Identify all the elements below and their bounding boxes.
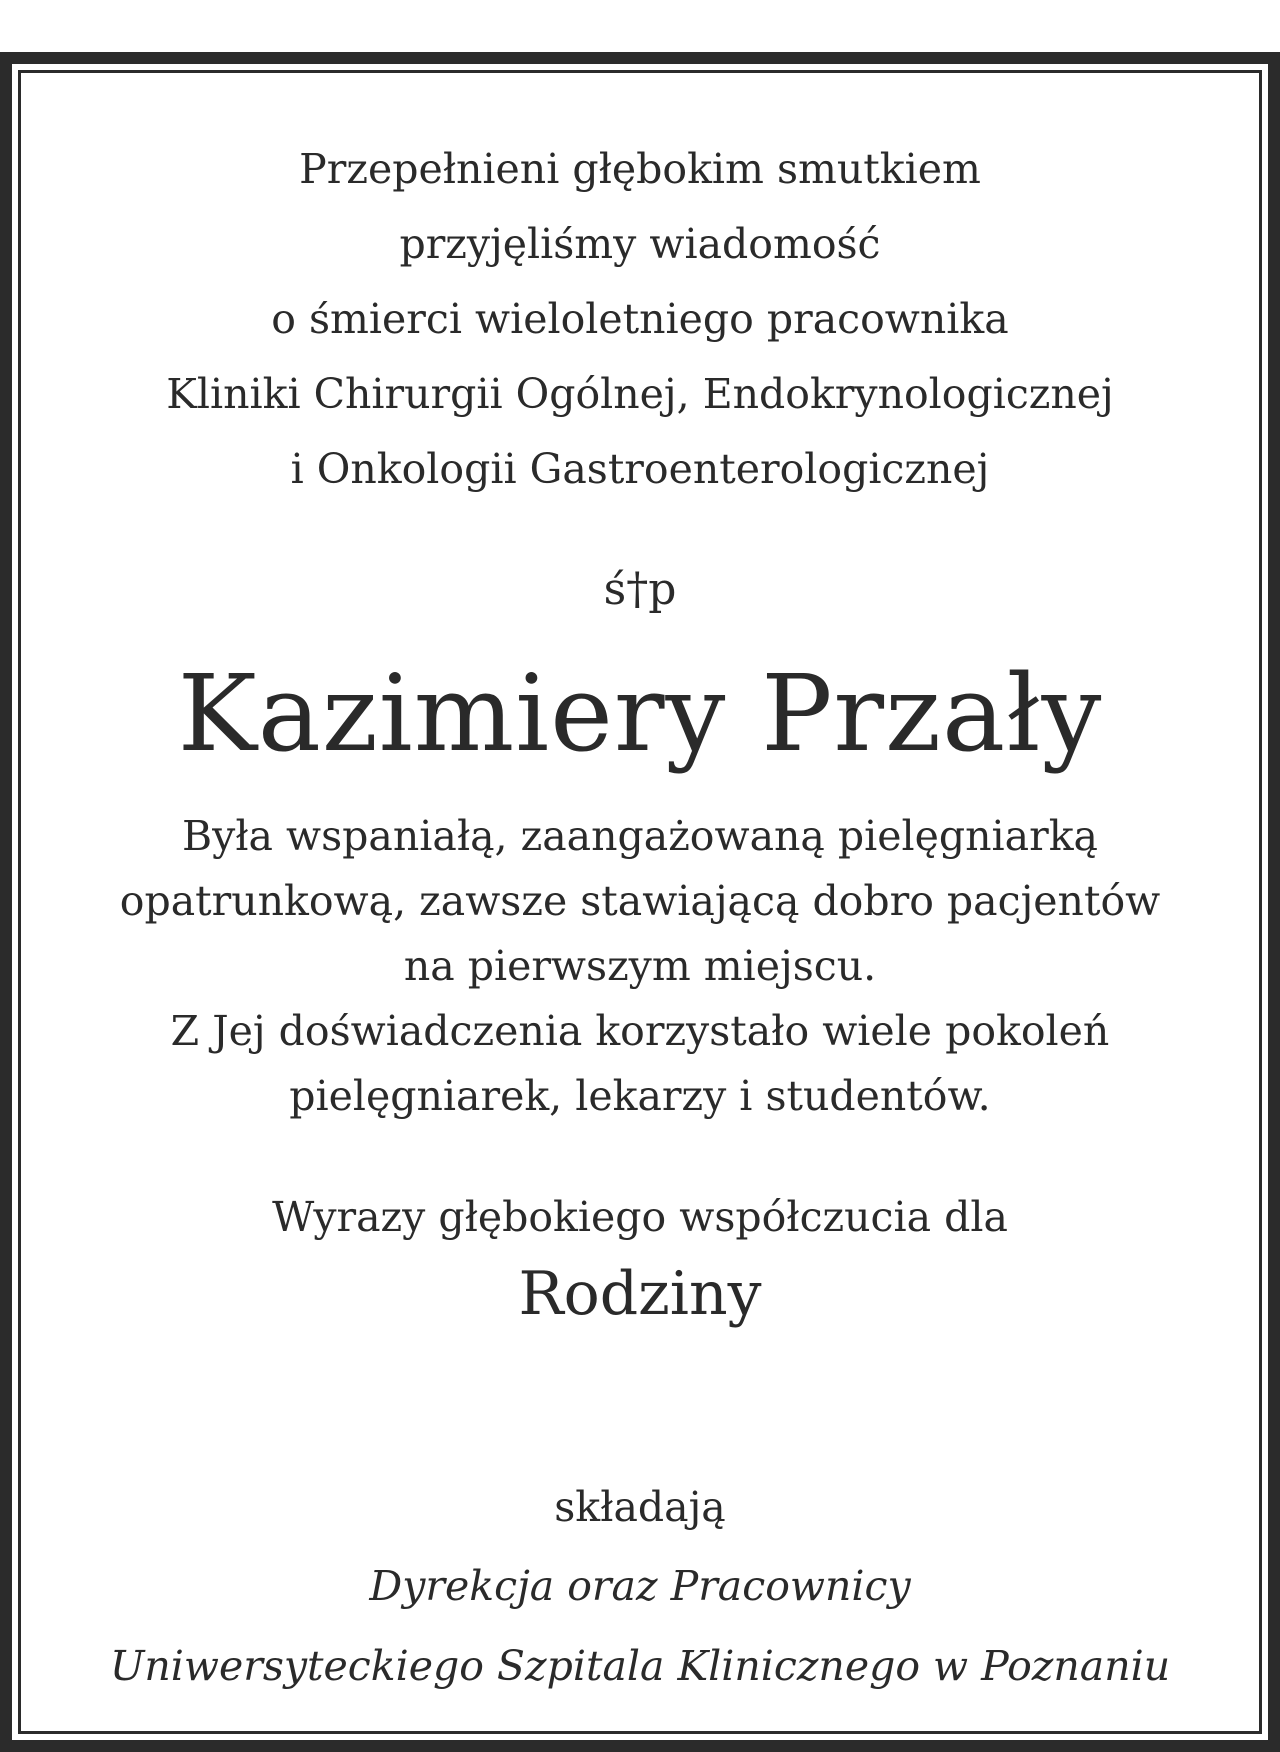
deceased-name: Kazimiery Przały	[177, 652, 1103, 775]
intro-line: i Onkologii Gastroenterologicznej	[290, 445, 990, 493]
intro-line: o śmierci wieloletniego pracownika	[271, 295, 1009, 343]
tribute-line: opatrunkową, zawsze stawiającą dobro pacjentów	[119, 877, 1161, 925]
intro-line: przyjęliśmy wiadomość	[399, 220, 881, 268]
signers-block	[12, 1546, 1268, 1706]
tribute-line: na pierwszym miejscu.	[403, 942, 877, 990]
tribute-paragraph	[12, 804, 1268, 1129]
intro-line: Kliniki Chirurgii Ogólnej, Endokrynologicznej	[166, 370, 1114, 418]
stp-mark: ś†p	[603, 564, 677, 615]
intro-line: Przepełnieni głębokim smutkiem	[299, 145, 981, 193]
tribute-line: Była wspaniałą, zaangażowaną pielęgniarką	[181, 812, 1099, 860]
tribute-line: Z Jej doświadczenia korzystało wiele pokoleń	[170, 1007, 1110, 1055]
signer-line: Dyrekcja oraz Pracownicy	[369, 1562, 911, 1610]
family-label: Rodziny	[518, 1259, 762, 1329]
condolence-line: Wyrazy głębokiego współczucia dla	[272, 1193, 1008, 1241]
tribute-line: pielęgniarek, lekarzy i studentów.	[289, 1072, 991, 1120]
intro-paragraph	[12, 132, 1268, 507]
submitted-by-label: składają	[554, 1483, 726, 1531]
signer-line: Uniwersyteckiego Szpitala Klinicznego w Poznaniu	[109, 1642, 1171, 1690]
obituary-outer-border	[0, 52, 1280, 1752]
